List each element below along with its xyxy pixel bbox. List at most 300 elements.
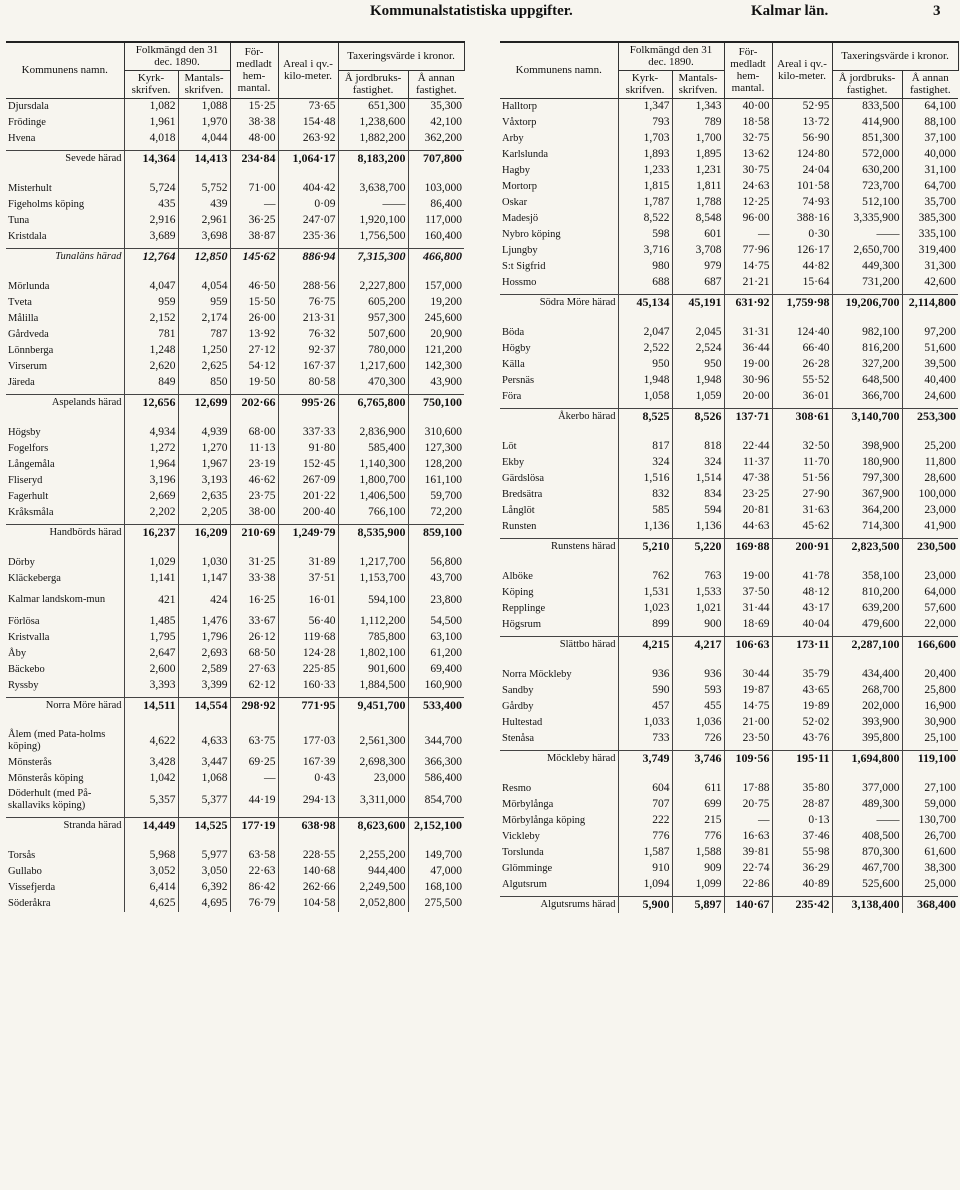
cell-annan: 23,800: [408, 587, 464, 614]
cell-jordbruk: 489,300: [832, 797, 902, 813]
cell-kyrk: 1,587: [618, 845, 672, 861]
municipality-row: [6, 327, 464, 343]
cell-areal: 76·32: [278, 327, 338, 343]
cell-mantals: 1,088: [178, 98, 230, 115]
cell-areal: 177·03: [278, 728, 338, 755]
municipality-row: [6, 311, 464, 327]
cell-mantals: 8,548: [672, 211, 724, 227]
cell-areal: 1,249·79: [278, 524, 338, 541]
municipality-row: [500, 115, 958, 131]
cell-areal: 201·22: [278, 489, 338, 505]
cell-name: Mönsterås: [8, 757, 52, 768]
cell-mantals: 2,174: [178, 311, 230, 327]
cell-name: Söderåkra: [8, 898, 51, 909]
cell-formedladt: 16·63: [724, 829, 772, 845]
cell-mantals: 424: [178, 587, 230, 614]
cell-kyrk: 1,272: [124, 441, 178, 457]
cell-areal: 200·91: [772, 538, 832, 555]
cell-kyrk: 959: [124, 295, 178, 311]
cell-name: Mörlunda: [8, 281, 50, 292]
right-table-body: [500, 98, 958, 913]
cell-formedladt: 12·25: [724, 195, 772, 211]
col-header-jordbruk: Å jordbruks-fastighet.: [832, 70, 902, 98]
cell-kyrk: 604: [618, 781, 672, 797]
spacer-row: [500, 555, 958, 569]
cell-mantals: 3,698: [178, 229, 230, 245]
cell-areal: 288·56: [278, 279, 338, 295]
municipality-row: [500, 389, 958, 405]
municipality-row: [500, 715, 958, 731]
cell-annan: 119,100: [902, 750, 958, 767]
cell-areal: 124·28: [278, 646, 338, 662]
municipality-row: [6, 571, 464, 587]
cell-formedladt: 33·67: [230, 614, 278, 630]
cell-name: Vickleby: [502, 831, 540, 842]
cell-kyrk: 950: [618, 357, 672, 373]
cell-formedladt: 202·66: [230, 394, 278, 411]
cell-jordbruk: 714,300: [832, 519, 902, 535]
cell-name: Alböke: [502, 571, 533, 582]
cell-mantals: 3,708: [672, 243, 724, 259]
cell-areal: 80·58: [278, 375, 338, 391]
cell-mantals: 2,961: [178, 213, 230, 229]
cell-jordbruk: 982,100: [832, 325, 902, 341]
municipality-row: [500, 845, 958, 861]
cell-jordbruk: 358,100: [832, 569, 902, 585]
cell-formedladt: 30·44: [724, 667, 772, 683]
cell-kyrk: 45,134: [618, 294, 672, 311]
cell-kyrk: 2,047: [618, 325, 672, 341]
cell-kyrk: 1,136: [618, 519, 672, 535]
cell-areal: 35·80: [772, 781, 832, 797]
col-header-annan: Å annan fastighet.: [408, 70, 464, 98]
municipality-row: [500, 781, 958, 797]
cell-kyrk: 1,703: [618, 131, 672, 147]
cell-jordbruk: 639,200: [832, 601, 902, 617]
cell-kyrk: 1,795: [124, 630, 178, 646]
cell-formedladt: 77·96: [724, 243, 772, 259]
cell-name: Gullabo: [8, 866, 42, 877]
cell-areal: 51·56: [772, 471, 832, 487]
cell-jordbruk: 3,138,400: [832, 896, 902, 913]
cell-kyrk: 5,210: [618, 538, 672, 555]
cell-formedladt: 24·63: [724, 179, 772, 195]
municipality-row: [6, 98, 464, 115]
cell-annan: 160,400: [408, 229, 464, 245]
district-total-row: [6, 394, 464, 411]
cell-name: Högsrum: [502, 619, 542, 630]
cell-annan: 31,100: [902, 163, 958, 179]
cell-kyrk: 598: [618, 227, 672, 243]
cell-areal: 0·43: [278, 771, 338, 787]
cell-kyrk: 3,689: [124, 229, 178, 245]
col-header-areal: Areal i qv.-kilo-meter.: [772, 42, 832, 98]
cell-formedladt: 631·92: [724, 294, 772, 311]
district-total-row: [500, 408, 958, 425]
cell-name: Frödinge: [8, 117, 46, 128]
cell-annan: 35,700: [902, 195, 958, 211]
cell-areal: 32·50: [772, 439, 832, 455]
cell-areal: 24·04: [772, 163, 832, 179]
cell-kyrk: 1,531: [618, 585, 672, 601]
cell-formedladt: 62·12: [230, 678, 278, 694]
cell-mantals: 14,554: [178, 697, 230, 714]
cell-areal: 173·11: [772, 636, 832, 653]
cell-annan: 43,900: [408, 375, 464, 391]
cell-annan: 25,800: [902, 683, 958, 699]
cell-areal: 43·65: [772, 683, 832, 699]
cell-jordbruk: 367,900: [832, 487, 902, 503]
cell-jordbruk: 414,900: [832, 115, 902, 131]
cell-kyrk: 1,815: [618, 179, 672, 195]
cell-mantals: 6,392: [178, 880, 230, 896]
cell-kyrk: 3,428: [124, 755, 178, 771]
cell-annan: 366,300: [408, 755, 464, 771]
cell-annan: 20,400: [902, 667, 958, 683]
cell-mantals: 2,524: [672, 341, 724, 357]
cell-annan: 19,200: [408, 295, 464, 311]
cell-areal: 40·04: [772, 617, 832, 633]
cell-mantals: 1,970: [178, 115, 230, 131]
municipality-row: [6, 489, 464, 505]
cell-formedladt: 137·71: [724, 408, 772, 425]
cell-name: Källa: [502, 359, 525, 370]
cell-areal: 0·09: [278, 197, 338, 213]
cell-annan: 750,100: [408, 394, 464, 411]
cell-kyrk: 762: [618, 569, 672, 585]
cell-mantals: 959: [178, 295, 230, 311]
cell-name: Våxtorp: [502, 117, 537, 128]
cell-name: Tveta: [8, 297, 32, 308]
cell-name: Högby: [502, 343, 531, 354]
cell-jordbruk: 268,700: [832, 683, 902, 699]
cell-areal: 263·92: [278, 131, 338, 147]
municipality-row: [6, 375, 464, 391]
cell-jordbruk: 398,900: [832, 439, 902, 455]
cell-name: Åby: [8, 648, 27, 659]
cell-name: Arby: [502, 133, 524, 144]
cell-areal: 308·61: [772, 408, 832, 425]
cell-jordbruk: 1,802,100: [338, 646, 408, 662]
cell-name: Fogelfors: [8, 443, 49, 454]
municipality-row: [6, 295, 464, 311]
cell-jordbruk: ——: [338, 197, 408, 213]
cell-jordbruk: 870,300: [832, 845, 902, 861]
cell-annan: 40,000: [902, 147, 958, 163]
cell-areal: 267·09: [278, 473, 338, 489]
cell-mantals: 8,526: [672, 408, 724, 425]
cell-mantals: 3,447: [178, 755, 230, 771]
cell-areal: 74·93: [772, 195, 832, 211]
cell-areal: 140·68: [278, 864, 338, 880]
cell-annan: 127,300: [408, 441, 464, 457]
cell-annan: 128,200: [408, 457, 464, 473]
page-header: [0, 3, 960, 25]
cell-formedladt: 19·87: [724, 683, 772, 699]
cell-mantals: 1,514: [672, 471, 724, 487]
cell-kyrk: 688: [618, 275, 672, 291]
cell-mantals: 611: [672, 781, 724, 797]
cell-kyrk: 1,961: [124, 115, 178, 131]
cell-jordbruk: 651,300: [338, 98, 408, 115]
cell-kyrk: 2,669: [124, 489, 178, 505]
cell-jordbruk: 1,153,700: [338, 571, 408, 587]
district-total-row: [6, 524, 464, 541]
cell-mantals: 4,695: [178, 896, 230, 912]
cell-annan: 362,200: [408, 131, 464, 147]
cell-annan: 39,500: [902, 357, 958, 373]
cell-formedladt: 26·00: [230, 311, 278, 327]
cell-kyrk: 733: [618, 731, 672, 747]
municipality-row: [500, 617, 958, 633]
cell-jordbruk: 1,217,600: [338, 359, 408, 375]
cell-kyrk: 12,656: [124, 394, 178, 411]
cell-mantals: 1,059: [672, 389, 724, 405]
cell-annan: 344,700: [408, 728, 464, 755]
cell-kyrk: 2,202: [124, 505, 178, 521]
cell-kyrk: 2,620: [124, 359, 178, 375]
cell-areal: 44·82: [772, 259, 832, 275]
cell-kyrk: 435: [124, 197, 178, 213]
cell-areal: 15·64: [772, 275, 832, 291]
cell-areal: 36·29: [772, 861, 832, 877]
cell-mantals: 2,625: [178, 359, 230, 375]
cell-kyrk: 457: [618, 699, 672, 715]
municipality-row: [500, 601, 958, 617]
cell-formedladt: 145·62: [230, 248, 278, 265]
cell-kyrk: 1,023: [618, 601, 672, 617]
cell-mantals: 2,589: [178, 662, 230, 678]
cell-annan: 16,900: [902, 699, 958, 715]
cell-annan: 27,100: [902, 781, 958, 797]
cell-mantals: 1,533: [672, 585, 724, 601]
cell-annan: 51,600: [902, 341, 958, 357]
cell-jordbruk: 1,920,100: [338, 213, 408, 229]
cell-annan: 28,600: [902, 471, 958, 487]
cell-formedladt: 14·75: [724, 259, 772, 275]
municipality-row: [6, 614, 464, 630]
cell-annan: 253,300: [902, 408, 958, 425]
cell-jordbruk: 2,287,100: [832, 636, 902, 653]
municipality-row: [500, 357, 958, 373]
cell-formedladt: 36·25: [230, 213, 278, 229]
cell-formedladt: 23·50: [724, 731, 772, 747]
cell-formedladt: 13·62: [724, 147, 772, 163]
cell-mantals: 5,897: [672, 896, 724, 913]
cell-annan: 59,700: [408, 489, 464, 505]
cell-annan: 142,300: [408, 359, 464, 375]
cell-annan: 2,152,100: [408, 817, 464, 834]
cell-mantals: 787: [178, 327, 230, 343]
cell-formedladt: 31·25: [230, 555, 278, 571]
municipality-row: [500, 163, 958, 179]
cell-areal: 294·13: [278, 787, 338, 814]
cell-kyrk: 793: [618, 115, 672, 131]
cell-areal: 104·58: [278, 896, 338, 912]
municipality-row: [6, 728, 464, 755]
cell-name: Sevede härad: [6, 150, 124, 167]
cell-jordbruk: 1,112,200: [338, 614, 408, 630]
municipality-row: [500, 439, 958, 455]
page-number: 3: [933, 3, 941, 19]
cell-formedladt: 210·69: [230, 524, 278, 541]
cell-mantals: 1,700: [672, 131, 724, 147]
cell-mantals: 2,635: [178, 489, 230, 505]
cell-jordbruk: 3,311,000: [338, 787, 408, 814]
cell-name: Kristvalla: [8, 632, 50, 643]
cell-name: Algutsrums härad: [500, 896, 618, 913]
municipality-row: [6, 880, 464, 896]
cell-annan: 54,500: [408, 614, 464, 630]
cell-annan: 38,300: [902, 861, 958, 877]
cell-formedladt: 169·88: [724, 538, 772, 555]
cell-areal: 13·72: [772, 115, 832, 131]
municipality-row: [500, 195, 958, 211]
cell-mantals: 5,220: [672, 538, 724, 555]
cell-areal: 152·45: [278, 457, 338, 473]
cell-annan: 149,700: [408, 848, 464, 864]
cell-areal: 41·78: [772, 569, 832, 585]
cell-name: Ryssby: [8, 680, 39, 691]
col-header-taxering: Taxeringsvärde i kronor.: [832, 42, 958, 70]
spacer-row: [6, 411, 464, 425]
cell-formedladt: 46·50: [230, 279, 278, 295]
cell-mantals: 5,752: [178, 181, 230, 197]
cell-formedladt: 298·92: [230, 697, 278, 714]
cell-annan: 25,100: [902, 731, 958, 747]
district-total-row: [500, 750, 958, 767]
cell-mantals: 950: [672, 357, 724, 373]
cell-formedladt: 63·75: [230, 728, 278, 755]
cell-annan: 61,600: [902, 845, 958, 861]
cell-jordbruk: 434,400: [832, 667, 902, 683]
cell-jordbruk: 833,500: [832, 98, 902, 115]
cell-kyrk: 12,764: [124, 248, 178, 265]
municipality-row: [6, 131, 464, 147]
municipality-row: [6, 678, 464, 694]
cell-mantals: 3,746: [672, 750, 724, 767]
col-header-areal: Areal i qv.-kilo-meter.: [278, 42, 338, 98]
cell-kyrk: 832: [618, 487, 672, 503]
cell-jordbruk: 23,000: [338, 771, 408, 787]
cell-mantals: 850: [178, 375, 230, 391]
cell-formedladt: 20·81: [724, 503, 772, 519]
cell-formedladt: 23·19: [230, 457, 278, 473]
left-table-body: [6, 98, 464, 912]
cell-annan: 117,000: [408, 213, 464, 229]
col-header-kyrk: Kyrk-skrifven.: [124, 70, 178, 98]
cell-jordbruk: 525,600: [832, 877, 902, 893]
cell-name: Gärdslösa: [502, 473, 544, 484]
municipality-row: [6, 279, 464, 295]
cell-annan: 466,800: [408, 248, 464, 265]
cell-name: Slättbo härad: [500, 636, 618, 653]
cell-kyrk: 936: [618, 667, 672, 683]
cell-jordbruk: 2,052,800: [338, 896, 408, 912]
municipality-row: [6, 457, 464, 473]
cell-jordbruk: 605,200: [338, 295, 408, 311]
cell-jordbruk: 2,255,200: [338, 848, 408, 864]
cell-formedladt: 17·88: [724, 781, 772, 797]
cell-kyrk: 4,625: [124, 896, 178, 912]
cell-mantals: 1,476: [178, 614, 230, 630]
cell-annan: 130,700: [902, 813, 958, 829]
municipality-row: [6, 771, 464, 787]
cell-name: Lönnberga: [8, 345, 54, 356]
cell-jordbruk: 1,406,500: [338, 489, 408, 505]
cell-annan: 707,800: [408, 150, 464, 167]
cell-jordbruk: 2,650,700: [832, 243, 902, 259]
cell-annan: 69,400: [408, 662, 464, 678]
cell-name: Döderhult (med På-skallaviks köping): [8, 788, 92, 811]
municipality-row: [6, 587, 464, 614]
cell-areal: 124·40: [772, 325, 832, 341]
cell-annan: 100,000: [902, 487, 958, 503]
cell-name: Resmo: [502, 783, 532, 794]
cell-name: Persnäs: [502, 375, 535, 386]
cell-name: Södra Möre härad: [500, 294, 618, 311]
cell-kyrk: 590: [618, 683, 672, 699]
cell-annan: 86,400: [408, 197, 464, 213]
cell-kyrk: 8,522: [618, 211, 672, 227]
cell-kyrk: 776: [618, 829, 672, 845]
cell-mantals: 4,044: [178, 131, 230, 147]
cell-kyrk: 5,968: [124, 848, 178, 864]
municipality-row: [500, 519, 958, 535]
cell-areal: 92·37: [278, 343, 338, 359]
spacer-row: [6, 541, 464, 555]
spacer-row: [500, 311, 958, 325]
cell-name: Hultestad: [502, 717, 543, 728]
cell-name: Långlöt: [502, 505, 535, 516]
cell-areal: 228·55: [278, 848, 338, 864]
cell-name: Högsby: [8, 427, 41, 438]
cell-annan: 31,300: [902, 259, 958, 275]
cell-jordbruk: 1,140,300: [338, 457, 408, 473]
municipality-row: [500, 503, 958, 519]
cell-kyrk: 4,934: [124, 425, 178, 441]
cell-annan: 47,000: [408, 864, 464, 880]
cell-mantals: 2,693: [178, 646, 230, 662]
cell-kyrk: 1,787: [618, 195, 672, 211]
cell-formedladt: 20·75: [724, 797, 772, 813]
district-total-row: [500, 538, 958, 555]
cell-kyrk: 4,047: [124, 279, 178, 295]
municipality-row: [500, 275, 958, 291]
municipality-row: [6, 441, 464, 457]
cell-name: Hagby: [502, 165, 530, 176]
municipality-row: [500, 373, 958, 389]
cell-annan: 385,300: [902, 211, 958, 227]
cell-formedladt: 38·87: [230, 229, 278, 245]
municipality-row: [6, 229, 464, 245]
municipality-row: [6, 505, 464, 521]
cell-jordbruk: 2,698,300: [338, 755, 408, 771]
cell-annan: 64,100: [902, 98, 958, 115]
cell-kyrk: 3,196: [124, 473, 178, 489]
col-header-name: Kommunens namn.: [6, 42, 124, 98]
cell-name: Långemåla: [8, 459, 55, 470]
cell-jordbruk: 3,140,700: [832, 408, 902, 425]
cell-formedladt: 26·12: [230, 630, 278, 646]
cell-annan: 160,900: [408, 678, 464, 694]
col-header-mantals: Mantals-skrifven.: [672, 70, 724, 98]
cell-name: Fagerhult: [8, 491, 49, 502]
cell-name: Halltorp: [502, 101, 537, 112]
cell-jordbruk: 8,535,900: [338, 524, 408, 541]
cell-jordbruk: 3,335,900: [832, 211, 902, 227]
municipality-row: [6, 755, 464, 771]
